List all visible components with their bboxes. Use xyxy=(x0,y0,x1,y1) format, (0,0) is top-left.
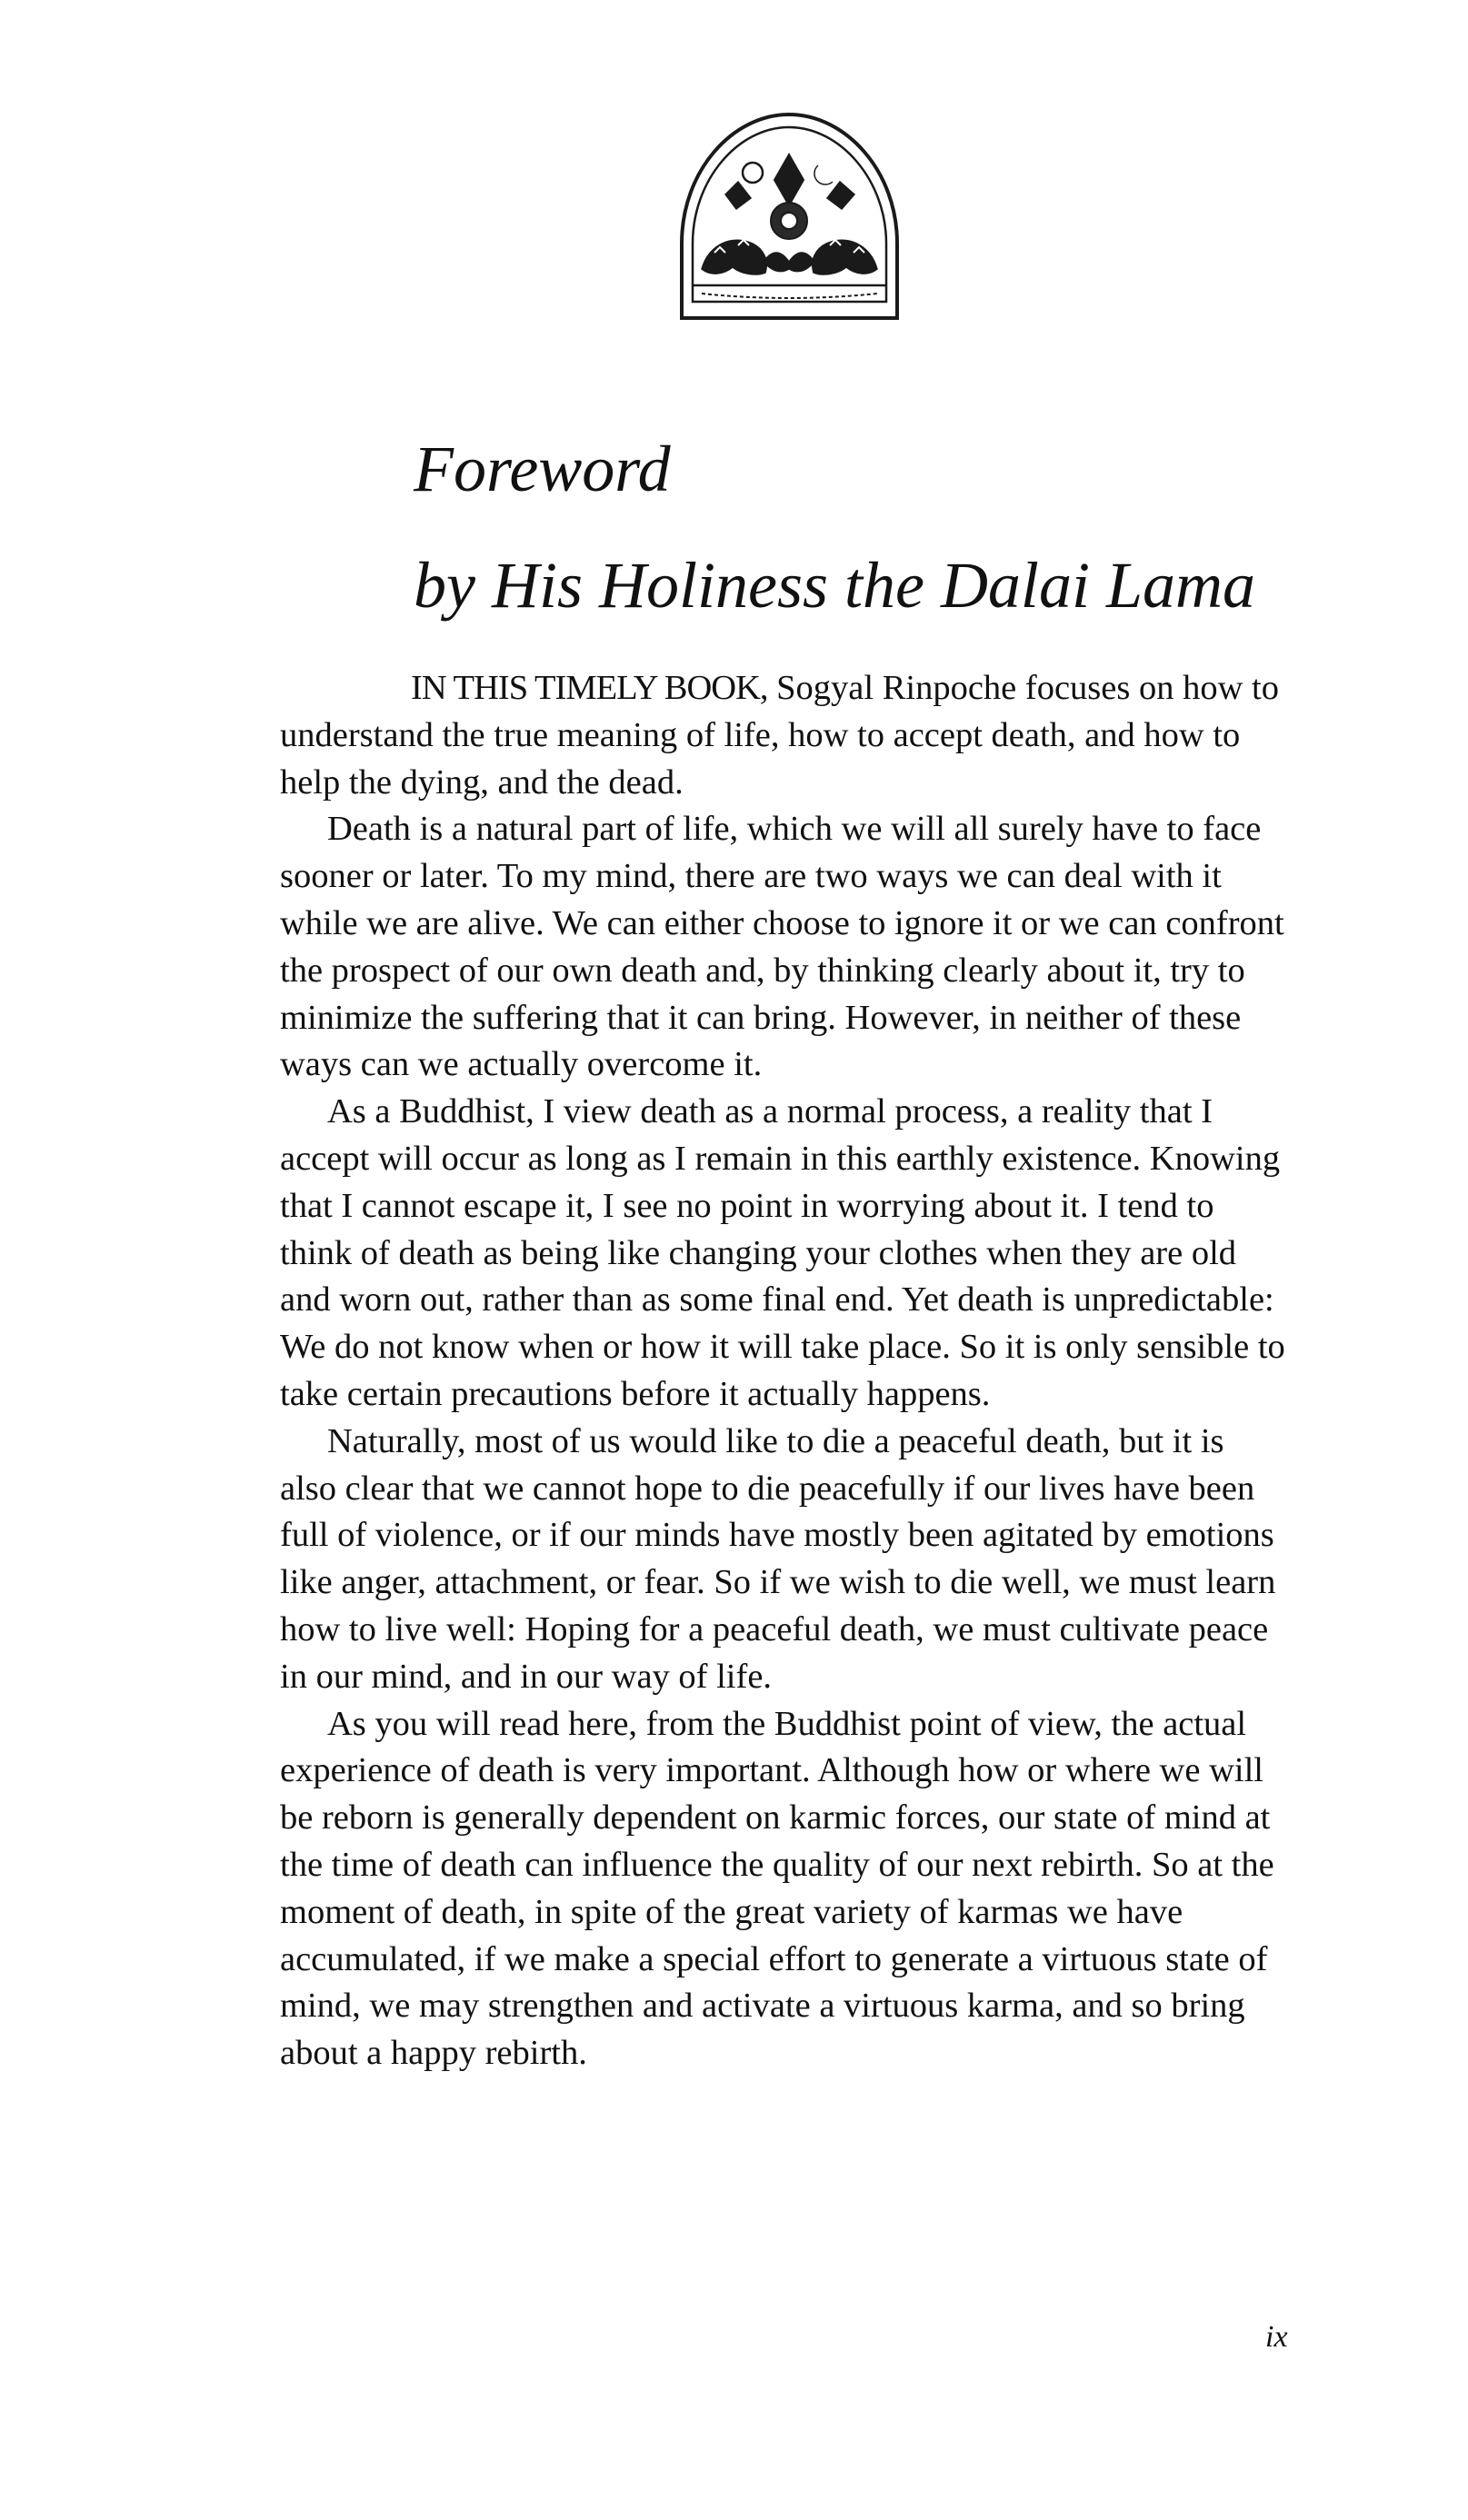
paragraph: Death is a natural part of life, which we will all surely have to face sooner or later. To my mind, there are two ways we can deal with it while we are alive. We can either choose to ignore it or we can confront the prospect of our own death and, by thinking clearly about it, try to minimize the suffering that it can bring. However, in neither of these ways can we actually overcome it. xyxy=(280,810,1284,1084)
opening-small-caps: IN THIS TIMELY BOOK, xyxy=(411,669,768,707)
paragraph: As a Buddhist, I view death as a normal process, a reality that I accept will occur as long as I remain in this earthly existence. Knowing that I cannot escape it, I see no point in worrying about it. I tend to think of death as being like changing your clothes when they are old and worn out, rather than as some final end. Yet death is unpredictable: We do not know when or how it will take place. So it is only sensible to take certain precautions before it actually happens. xyxy=(280,1092,1285,1413)
paragraph-text: Sogyal Rinpoche focuses on how to understand the true meaning of life, how to accept death, and how to help the dying, and the dead. xyxy=(280,669,1279,802)
page-number: ix xyxy=(1265,2320,1288,2354)
paragraph: Naturally, most of us would like to die a peaceful death, but it is also clear that we cannot hope to die peacefully if our lives have been full of violence, or if our minds have mostly been agitated by emotions like anger, attachment, or fear. So if we wish to die well, we must learn how to live well: Hoping for a peaceful death, we must cultivate peace in our mind, and in our way of life. xyxy=(280,1421,1276,1696)
foreword-title xyxy=(414,411,1377,643)
dalai-lama-seal-icon xyxy=(669,107,910,334)
paragraph: As you will read here, from the Buddhist point of view, the actual experience of death is very important. Although how or where we will be reborn is generally dependent on karmic forces, our state of mind at the time of death can influence the quality of our next rebirth. So at the moment of death, in spite of the great variety of karmas we have accumulated, if we make a special effort to generate a virtuous state of mind, we may strengthen and activate a virtuous karma, and so bring about a happy rebirth. xyxy=(280,1704,1274,2073)
title-byline: by His Holiness the Dalai Lama xyxy=(414,549,1255,622)
title-foreword: Foreword xyxy=(414,433,671,505)
paragraph xyxy=(280,665,1289,806)
foreword-body xyxy=(280,665,1289,2077)
